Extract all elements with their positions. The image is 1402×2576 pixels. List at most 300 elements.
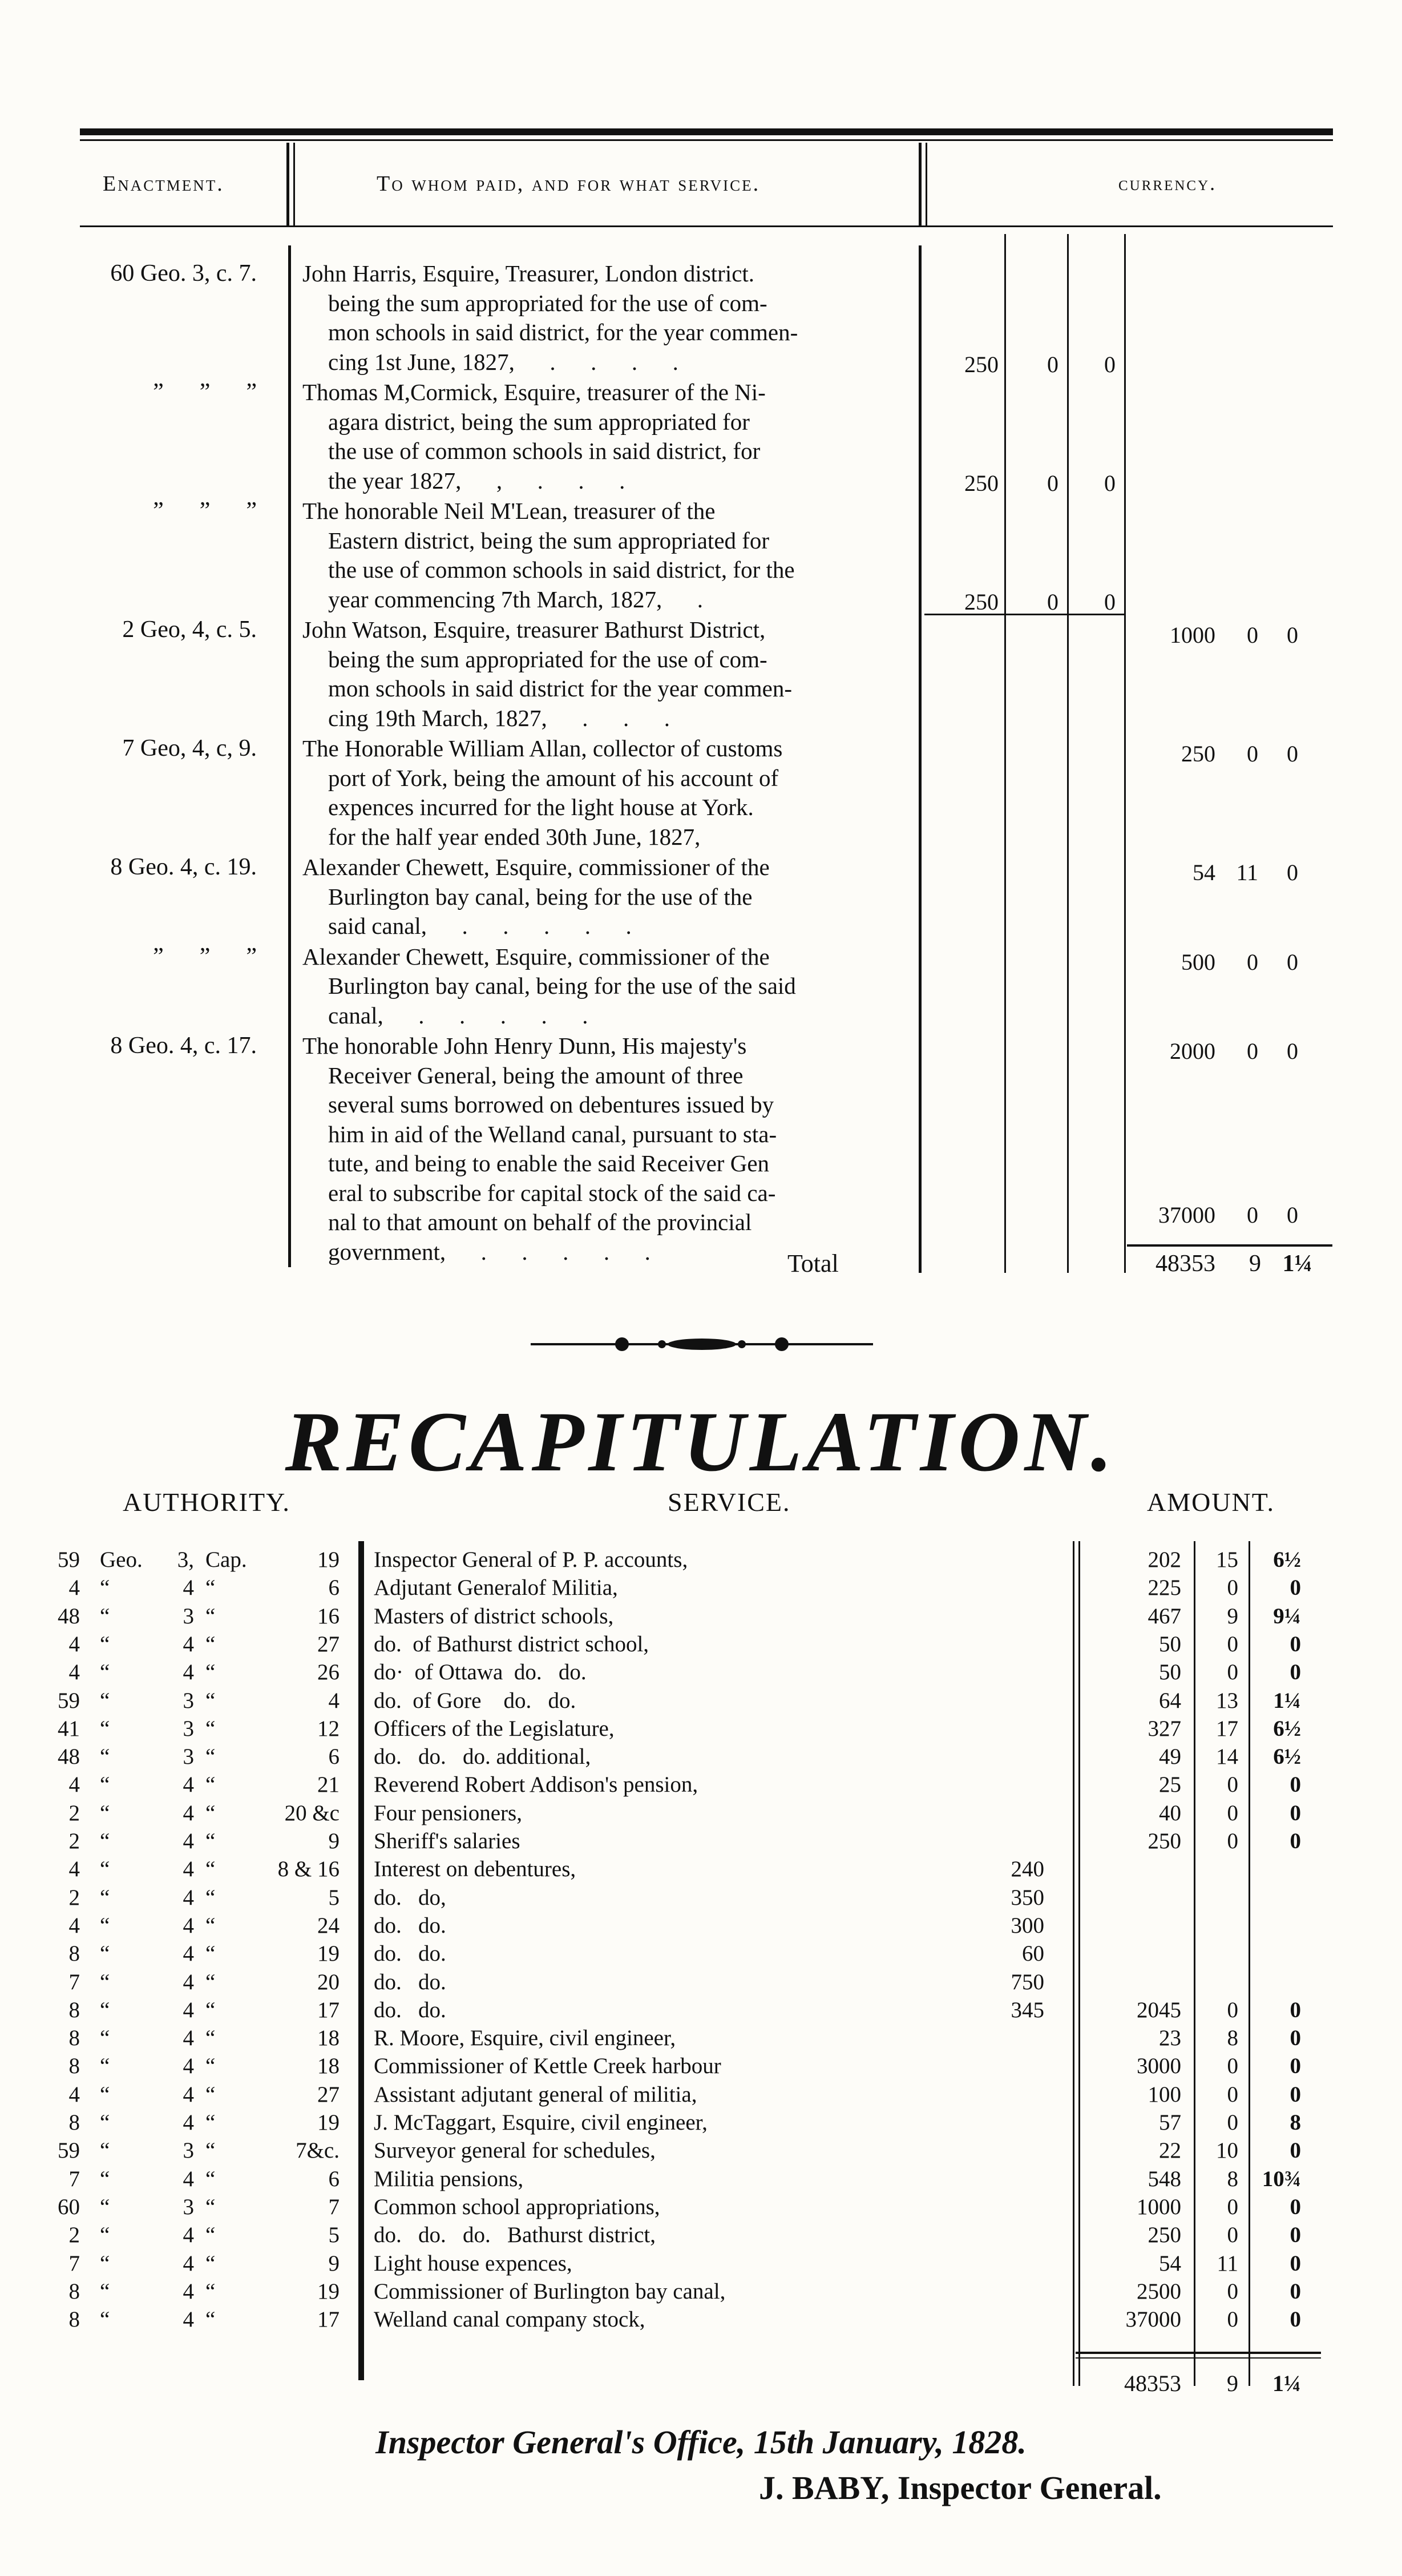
subsum: 350	[1011, 1885, 1044, 1910]
amount-pence: 0	[1290, 2026, 1301, 2051]
service-text-line: Thomas M,Cormick, Esquire, treasurer of the Ni-	[302, 379, 766, 405]
subtotal-cell: 0	[1104, 588, 1116, 615]
authority-reign: “	[100, 1969, 110, 1994]
amount-pence: 0	[1290, 2307, 1301, 2332]
authority-reign: “	[100, 1857, 110, 1882]
amount-shillings: 9	[1227, 1603, 1238, 1628]
amount-pounds: 225	[1148, 1575, 1181, 1601]
recap-total-pence: 1¼	[1272, 2371, 1301, 2396]
amount-shillings: 0	[1227, 2223, 1238, 2248]
amount-pence: 0	[1290, 1631, 1301, 1656]
amount-pence: 0	[1290, 2223, 1301, 2248]
authority-number: 4	[183, 1913, 194, 1938]
authority-chapter: 27	[317, 1631, 340, 1656]
authority-cap: “	[205, 1997, 216, 2022]
amount-pence: 0	[1290, 2279, 1301, 2304]
enactment-ref: ” ” ”	[153, 498, 257, 524]
authority-number: 4	[183, 2223, 194, 2248]
authority-year: 8	[68, 2110, 80, 2135]
sub-col-divider-3	[1124, 234, 1126, 1273]
service-text-line: several sums borrowed on debentures issued by	[328, 1091, 774, 1118]
recap-row	[0, 2222, 1402, 2251]
service-text-line: government, . . . . .	[328, 1238, 651, 1265]
authority-cap: Cap.	[205, 1547, 247, 1572]
total-cell: 0	[1247, 622, 1258, 648]
service-text-line: the year 1827, , . . .	[328, 467, 625, 494]
amount-shillings: 0	[1227, 1800, 1238, 1825]
service-text-line: being the sum appropriated for the use of com-	[328, 289, 767, 316]
amount-pence: 0	[1290, 2194, 1301, 2219]
authority-cap: “	[205, 2082, 216, 2107]
total-cell: 0	[1287, 741, 1298, 767]
total-rule	[1127, 1244, 1332, 1247]
authority-chapter: 5	[328, 2223, 340, 2248]
authority-cap: “	[205, 1772, 216, 1797]
service-text-line: for the half year ended 30th June, 1827,	[328, 823, 701, 850]
total-cell: 0	[1247, 741, 1258, 767]
authority-number: 3	[183, 1603, 194, 1628]
body-divider-2	[919, 245, 922, 1273]
authority-year: 4	[68, 1772, 80, 1797]
service-description: Adjutant Generalof Militia,	[374, 1575, 618, 1601]
amount-shillings: 0	[1227, 1631, 1238, 1656]
service-text-line: being the sum appropriated for the use of com-	[328, 646, 767, 672]
recap-total-rule-2	[1076, 2357, 1321, 2359]
service-description: Surveyor general for schedules,	[374, 2138, 656, 2163]
authority-number: 4	[183, 1631, 194, 1656]
service-text-line: Alexander Chewett, Esquire, commissioner of the	[302, 854, 770, 880]
total-cell: 54	[1193, 860, 1215, 885]
sub-col-divider-2	[1067, 234, 1069, 1273]
enactment-ref: 2 Geo, 4, c. 5.	[122, 616, 257, 643]
amount-pence: 0	[1290, 1660, 1301, 1685]
subsum: 240	[1011, 1857, 1044, 1882]
authority-reign: “	[100, 2194, 110, 2219]
authority-reign: “	[100, 2138, 110, 2163]
authority-chapter: 27	[317, 2082, 340, 2107]
amount-pounds: 49	[1159, 1744, 1181, 1769]
total-cell: 500	[1181, 949, 1215, 975]
enactment-ref: 8 Geo. 4, c. 17.	[110, 1033, 257, 1059]
total-cell: 0	[1287, 860, 1298, 885]
authority-year: 4	[68, 1857, 80, 1882]
authority-number: 3,	[177, 1547, 194, 1572]
authority-year: 7	[68, 2251, 80, 2276]
total-label: Total	[787, 1249, 839, 1277]
recap-row	[0, 1828, 1402, 1857]
authority-number: 4	[183, 2054, 194, 2079]
authority-reign: “	[100, 2251, 110, 2276]
authority-chapter: 20 &c	[284, 1800, 340, 1825]
header-divider-1b	[293, 143, 295, 225]
authority-number: 3	[183, 1716, 194, 1741]
amount-pence: 0	[1290, 2082, 1301, 2107]
service-text-line: nal to that amount on behalf of the provincial	[328, 1209, 752, 1235]
header-bottom-rule	[80, 225, 1333, 227]
amount-shillings: 0	[1227, 2279, 1238, 2304]
authority-number: 4	[183, 2307, 194, 2332]
header-enactment: Enactment.	[103, 172, 224, 196]
amount-shillings: 8	[1227, 2166, 1238, 2191]
amount-shillings: 8	[1227, 2026, 1238, 2051]
service-text-line: canal, . . . . .	[328, 1002, 588, 1029]
total-cell: 0	[1287, 949, 1298, 975]
amount-pence: 6½	[1273, 1744, 1301, 1769]
total-cell: 0	[1247, 949, 1258, 975]
amount-pounds: 2045	[1137, 1997, 1181, 2022]
authority-reign: “	[100, 1772, 110, 1797]
subsum: 300	[1011, 1913, 1044, 1938]
authority-cap: “	[205, 1913, 216, 1938]
authority-year: 8	[68, 2307, 80, 2332]
authority-reign: “	[100, 2054, 110, 2079]
recap-row	[0, 2138, 1402, 2166]
authority-number: 4	[183, 1800, 194, 1825]
recap-row	[0, 1631, 1402, 1660]
amount-pounds: 25	[1159, 1772, 1181, 1797]
header-divider-1	[286, 143, 289, 225]
recapitulation-title: RECAPITULATION.	[285, 1394, 1117, 1489]
recap-row	[0, 1885, 1402, 1913]
recap-row	[0, 1772, 1402, 1800]
amount-shillings: 0	[1227, 2194, 1238, 2219]
authority-reign: “	[100, 2082, 110, 2107]
service-text-line: port of York, being the amount of his account of	[328, 764, 779, 791]
authority-cap: “	[205, 2110, 216, 2135]
service-text-line: The honorable Neil M'Lean, treasurer of the	[302, 498, 716, 524]
authority-chapter: 9	[328, 1829, 340, 1853]
amount-pence: 0	[1290, 1772, 1301, 1797]
authority-chapter: 16	[317, 1603, 340, 1628]
recap-row	[0, 1659, 1402, 1688]
recap-row	[0, 1547, 1402, 1575]
authority-cap: “	[205, 1688, 216, 1713]
authority-reign: “	[100, 2166, 110, 2191]
authority-number: 4	[183, 1969, 194, 1994]
authority-year: 2	[68, 1885, 80, 1910]
authority-chapter: 26	[317, 1660, 340, 1685]
amount-pence: 9¼	[1273, 1603, 1301, 1628]
amount-shillings: 0	[1227, 1997, 1238, 2022]
amount-shillings: 0	[1227, 1772, 1238, 1797]
authority-year: 8	[68, 2026, 80, 2051]
amount-pence: 0	[1290, 1800, 1301, 1825]
service-description: Interest on debentures,	[374, 1857, 576, 1882]
authority-cap: “	[205, 1603, 216, 1628]
amount-shillings: 0	[1227, 2054, 1238, 2079]
service-text-line: John Harris, Esquire, Treasurer, London district.	[302, 260, 755, 287]
authority-year: 8	[68, 1997, 80, 2022]
top-rule-thick	[80, 128, 1333, 135]
authority-reign: “	[100, 1800, 110, 1825]
recap-row	[0, 1716, 1402, 1744]
authority-year: 8	[68, 2054, 80, 2079]
final-entry-total-cell: 0	[1287, 1202, 1298, 1228]
amount-pounds: 40	[1159, 1800, 1181, 1825]
authority-cap: “	[205, 1857, 216, 1882]
authority-cap: “	[205, 2251, 216, 2276]
service-description: do. do.	[374, 1969, 446, 1994]
authority-chapter: 6	[328, 2166, 340, 2191]
enactment-ref: ” ” ”	[153, 379, 257, 405]
grand-total-pounds: 48353	[1155, 1251, 1215, 1277]
service-description: Commissioner of Burlington bay canal,	[374, 2279, 726, 2304]
recap-row	[0, 1941, 1402, 1969]
authority-chapter: 20	[317, 1969, 340, 1994]
authority-number: 3	[183, 1688, 194, 1713]
amount-shillings: 0	[1227, 2110, 1238, 2135]
authority-cap: “	[205, 1744, 216, 1769]
service-description: Officers of the Legislature,	[374, 1716, 615, 1741]
authority-chapter: 6	[328, 1575, 340, 1601]
authority-reign: “	[100, 2307, 110, 2332]
service-text-line: cing 19th March, 1827, . . .	[328, 704, 670, 731]
body-divider-1	[288, 245, 291, 1267]
amount-shillings: 15	[1216, 1547, 1238, 1572]
authority-chapter: 7	[328, 2194, 340, 2219]
authority-cap: “	[205, 1941, 216, 1966]
amount-pounds: 37000	[1125, 2307, 1181, 2332]
authority-reign: “	[100, 2279, 110, 2304]
amount-shillings: 0	[1227, 1660, 1238, 1685]
service-text-line: agara district, being the sum appropriated for	[328, 408, 750, 435]
authority-year: 8	[68, 1941, 80, 1966]
subtotal-cell: 0	[1047, 470, 1058, 496]
subsum: 345	[1011, 1997, 1044, 2022]
service-text-line: The Honorable William Allan, collector of customs	[302, 735, 783, 761]
authority-year: 2	[68, 1800, 80, 1825]
amount-pence: 6½	[1273, 1716, 1301, 1741]
authority-chapter: 8 & 16	[277, 1857, 340, 1882]
service-text-line: expences incurred for the light house at York.	[328, 794, 754, 820]
service-text-line: year commencing 7th March, 1827, .	[328, 586, 703, 612]
recap-row	[0, 1856, 1402, 1885]
recap-row	[0, 2025, 1402, 2054]
subtotal-cell: 250	[964, 470, 999, 496]
enactment-ref: 7 Geo, 4, c, 9.	[122, 735, 257, 761]
recap-row	[0, 1913, 1402, 1941]
amount-pounds: 54	[1159, 2251, 1181, 2276]
authority-reign: “	[100, 2223, 110, 2248]
subtotal-cell: 0	[1047, 351, 1058, 377]
authority-year: 8	[68, 2279, 80, 2304]
service-description: Reverend Robert Addison's pension,	[374, 1772, 698, 1797]
amount-pence: 10¾	[1262, 2166, 1301, 2191]
enactment-ref: 8 Geo. 4, c. 19.	[110, 854, 257, 880]
recap-total-rule	[1076, 2352, 1321, 2354]
authority-number: 4	[183, 2279, 194, 2304]
authority-year: 4	[68, 1660, 80, 1685]
authority-number: 4	[183, 2026, 194, 2051]
authority-number: 4	[183, 1829, 194, 1853]
recap-row	[0, 1575, 1402, 1603]
authority-number: 3	[183, 2194, 194, 2219]
authority-chapter: 19	[317, 2279, 340, 2304]
recap-row	[0, 2194, 1402, 2223]
service-text-line: mon schools in said district for the year commen-	[328, 675, 792, 702]
authority-reign: “	[100, 1913, 110, 1938]
total-cell: 0	[1247, 1038, 1258, 1064]
authority-chapter: 7&c.	[296, 2138, 340, 2163]
authority-cap: “	[205, 1716, 216, 1741]
amount-pounds: 57	[1159, 2110, 1181, 2135]
authority-number: 4	[183, 2110, 194, 2135]
amount-shillings: 17	[1216, 1716, 1238, 1741]
authority-year: 59	[58, 1547, 80, 1572]
service-description: do. do.	[374, 1997, 446, 2022]
header-currency: currency.	[1118, 172, 1217, 195]
amount-pounds: 2500	[1137, 2279, 1181, 2304]
amount-pounds: 100	[1148, 2082, 1181, 2107]
authority-reign: “	[100, 1829, 110, 1853]
authority-year: 7	[68, 2166, 80, 2191]
amount-pence: 0	[1290, 2251, 1301, 2276]
service-description: Militia pensions,	[374, 2166, 524, 2191]
authority-number: 4	[183, 1857, 194, 1882]
total-cell: 0	[1287, 622, 1298, 648]
service-description: Four pensioners,	[374, 1800, 522, 1825]
service-description: Sheriff's salaries	[374, 1829, 520, 1853]
authority-chapter: 4	[328, 1688, 340, 1713]
authority-year: 59	[58, 2138, 80, 2163]
recap-row	[0, 2082, 1402, 2110]
service-description: do. do. do. Bathurst district,	[374, 2223, 656, 2248]
service-text-line: the use of common schools in said district, for	[328, 438, 761, 464]
amount-pounds: 1000	[1137, 2194, 1181, 2219]
authority-reign: “	[100, 1631, 110, 1656]
service-description: Light house expences,	[374, 2251, 572, 2276]
authority-reign: “	[100, 1885, 110, 1910]
authority-reign: “	[100, 1660, 110, 1685]
authority-reign: “	[100, 2026, 110, 2051]
amount-shillings: 11	[1217, 2251, 1238, 2276]
authority-number: 4	[183, 1575, 194, 1601]
subtotal-cell: 0	[1104, 351, 1116, 377]
authority-number: 4	[183, 2166, 194, 2191]
recap-row	[0, 2279, 1402, 2307]
recap-row	[0, 1800, 1402, 1829]
authority-year: 7	[68, 1969, 80, 1994]
service-text-line: John Watson, Esquire, treasurer Bathurst District,	[302, 616, 766, 643]
service-text-line: Receiver General, being the amount of three	[328, 1062, 744, 1089]
authority-reign: “	[100, 1997, 110, 2022]
service-text-line: Burlington bay canal, being for the use of the	[328, 883, 753, 910]
authority-chapter: 19	[317, 2110, 340, 2135]
col-authority: AUTHORITY.	[123, 1487, 290, 1517]
authority-number: 4	[183, 1885, 194, 1910]
total-cell: 250	[1181, 741, 1215, 767]
amount-pounds: 327	[1148, 1716, 1181, 1741]
service-description: Assistant adjutant general of militia,	[374, 2082, 697, 2107]
subsum: 60	[1022, 1941, 1044, 1966]
amount-shillings: 0	[1227, 2307, 1238, 2332]
authority-cap: “	[205, 1575, 216, 1601]
authority-number: 4	[183, 1941, 194, 1966]
authority-number: 4	[183, 1772, 194, 1797]
authority-cap: “	[205, 2194, 216, 2219]
service-text-line: Alexander Chewett, Esquire, commissioner of the	[302, 943, 770, 970]
service-description: Welland canal company stock,	[374, 2307, 645, 2332]
service-text-line: mon schools in said district, for the year commen-	[328, 319, 798, 345]
authority-chapter: 18	[317, 2026, 340, 2051]
authority-cap: “	[205, 1969, 216, 1994]
grand-total-pence: 1¼	[1282, 1251, 1312, 1277]
authority-reign: “	[100, 1688, 110, 1713]
service-description: do. of Bathurst district school,	[374, 1631, 649, 1656]
subtotal-cell: 0	[1104, 470, 1116, 496]
authority-cap: “	[205, 2026, 216, 2051]
col-service: SERVICE.	[668, 1487, 791, 1517]
header-divider-2	[919, 143, 922, 225]
authority-year: 4	[68, 1575, 80, 1601]
total-cell: 2000	[1170, 1038, 1215, 1064]
subtotal-cell: 0	[1047, 588, 1058, 615]
authority-cap: “	[205, 1829, 216, 1853]
authority-chapter: 18	[317, 2054, 340, 2079]
authority-chapter: 19	[317, 1941, 340, 1966]
service-text-line: The honorable John Henry Dunn, His majesty's	[302, 1033, 747, 1059]
authority-reign: “	[100, 1941, 110, 1966]
amount-pounds: 202	[1148, 1547, 1181, 1572]
service-text-line: cing 1st June, 1827, . . . .	[328, 348, 678, 375]
authority-chapter: 6	[328, 1744, 340, 1769]
recap-row	[0, 2307, 1402, 2335]
service-description: J. McTaggart, Esquire, civil engineer,	[374, 2110, 708, 2135]
amount-pounds: 50	[1159, 1631, 1181, 1656]
service-description: do. of Gore do. do.	[374, 1688, 576, 1713]
col-amount: AMOUNT.	[1147, 1487, 1275, 1517]
amount-pence: 0	[1290, 2054, 1301, 2079]
service-text-line: the use of common schools in said district, for the	[328, 557, 795, 583]
authority-cap: “	[205, 2054, 216, 2079]
ornament-divider	[531, 1336, 873, 1353]
recap-row	[0, 1969, 1402, 1998]
authority-chapter: 5	[328, 1885, 340, 1910]
service-text-line: him in aid of the Welland canal, pursuant to sta-	[328, 1120, 777, 1147]
amount-pence: 6½	[1273, 1547, 1301, 1572]
amount-pence: 0	[1290, 1829, 1301, 1853]
authority-number: 3	[183, 1744, 194, 1769]
subtotal-cell: 250	[964, 351, 999, 377]
authority-number: 4	[183, 2082, 194, 2107]
service-description: Masters of district schools,	[374, 1603, 614, 1628]
authority-cap: “	[205, 1660, 216, 1685]
authority-chapter: 12	[317, 1716, 340, 1741]
header-divider-2b	[926, 143, 927, 225]
amount-pounds: 3000	[1137, 2054, 1181, 2079]
office-dateline: Inspector General's Office, 15th January, 1828.	[375, 2424, 1027, 2461]
amount-shillings: 0	[1227, 1575, 1238, 1601]
authority-chapter: 21	[317, 1772, 340, 1797]
authority-year: 48	[58, 1744, 80, 1769]
amount-pence: 1¼	[1273, 1688, 1301, 1713]
amount-pence: 0	[1290, 1575, 1301, 1601]
amount-shillings: 13	[1216, 1688, 1238, 1713]
recap-row	[0, 1744, 1402, 1772]
service-description: do. do,	[374, 1885, 446, 1910]
amount-pounds: 250	[1148, 2223, 1181, 2248]
recap-row	[0, 1688, 1402, 1716]
authority-year: 4	[68, 2082, 80, 2107]
authority-chapter: 17	[317, 1997, 340, 2022]
authority-year: 60	[58, 2194, 80, 2219]
authority-number: 3	[183, 2138, 194, 2163]
authority-cap: “	[205, 2138, 216, 2163]
authority-cap: “	[205, 2279, 216, 2304]
enactment-ref: 60 Geo. 3, c. 7.	[110, 260, 257, 287]
authority-number: 4	[183, 2251, 194, 2276]
authority-year: 59	[58, 1688, 80, 1713]
